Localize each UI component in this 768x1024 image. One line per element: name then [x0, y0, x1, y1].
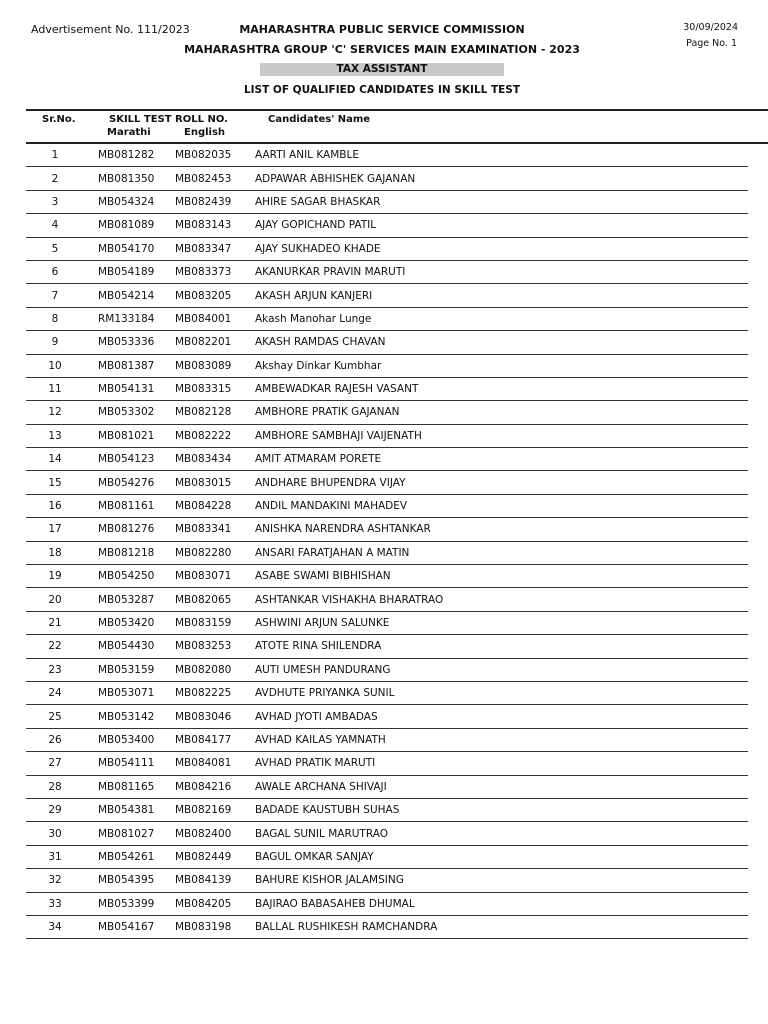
row-roll-english: MB084205: [175, 892, 255, 915]
table-row: [26, 775, 748, 798]
row-roll-marathi: MB054111: [84, 752, 175, 775]
row-roll-marathi: MB081387: [84, 354, 175, 377]
row-roll-marathi: MB054276: [84, 471, 175, 494]
row-roll-english: MB083253: [175, 635, 255, 658]
row-roll-english: MB083159: [175, 611, 255, 634]
row-candidate-name: ANDHARE BHUPENDRA VIJAY: [255, 471, 748, 494]
table-row: [26, 167, 748, 190]
row-candidate-name: AKASH ARJUN KANJERI: [255, 284, 748, 307]
candidates-table-body: [26, 144, 748, 939]
list-title: LIST OF QUALIFIED CANDIDATES IN SKILL TEST: [243, 84, 521, 96]
row-roll-english: MB082449: [175, 845, 255, 868]
row-sr-no: 26: [26, 728, 84, 751]
row-candidate-name: AARTI ANIL KAMBLE: [255, 144, 748, 167]
row-roll-english: MB082128: [175, 401, 255, 424]
row-roll-marathi: MB054214: [84, 284, 175, 307]
row-candidate-name: BALLAL RUSHIKESH RAMCHANDRA: [255, 915, 748, 938]
row-sr-no: 15: [26, 471, 84, 494]
row-sr-no: 22: [26, 635, 84, 658]
row-roll-english: MB083341: [175, 518, 255, 541]
row-sr-no: 25: [26, 705, 84, 728]
row-sr-no: 4: [26, 214, 84, 237]
row-candidate-name: AJAY GOPICHAND PATIL: [255, 214, 748, 237]
row-sr-no: 33: [26, 892, 84, 915]
table-row: [26, 284, 748, 307]
row-sr-no: 12: [26, 401, 84, 424]
row-roll-marathi: MB054170: [84, 237, 175, 260]
row-candidate-name: ASHWINI ARJUN SALUNKE: [255, 611, 748, 634]
row-sr-no: 21: [26, 611, 84, 634]
row-sr-no: 18: [26, 541, 84, 564]
row-roll-english: MB082225: [175, 681, 255, 704]
row-candidate-name: ASABE SWAMI BIBHISHAN: [255, 565, 748, 588]
row-sr-no: 19: [26, 565, 84, 588]
header-top-rule: [26, 109, 768, 111]
row-roll-marathi: MB053142: [84, 705, 175, 728]
row-roll-marathi: MB053400: [84, 728, 175, 751]
table-row: [26, 658, 748, 681]
row-roll-english: MB084001: [175, 307, 255, 330]
row-roll-marathi: MB081350: [84, 167, 175, 190]
table-row: [26, 541, 748, 564]
row-sr-no: 20: [26, 588, 84, 611]
table-row: [26, 471, 748, 494]
row-roll-english: MB083434: [175, 448, 255, 471]
row-candidate-name: AUTI UMESH PANDURANG: [255, 658, 748, 681]
row-roll-english: MB084228: [175, 494, 255, 517]
table-row: [26, 494, 748, 517]
col-header-marathi: Marathi: [107, 127, 151, 138]
row-candidate-name: ADPAWAR ABHISHEK GAJANAN: [255, 167, 748, 190]
table-row: [26, 611, 748, 634]
row-candidate-name: ANSARI FARATJAHAN A MATIN: [255, 541, 748, 564]
table-row: [26, 728, 748, 751]
row-roll-marathi: MB054395: [84, 869, 175, 892]
row-candidate-name: ATOTE RINA SHILENDRA: [255, 635, 748, 658]
row-candidate-name: AMIT ATMARAM PORETE: [255, 448, 748, 471]
row-candidate-name: AKASH RAMDAS CHAVAN: [255, 331, 748, 354]
row-sr-no: 28: [26, 775, 84, 798]
row-candidate-name: AVHAD KAILAS YAMNATH: [255, 728, 748, 751]
row-roll-english: MB084139: [175, 869, 255, 892]
row-roll-marathi: MB054381: [84, 798, 175, 821]
table-row: [26, 401, 748, 424]
col-header-sr: Sr.No.: [42, 114, 76, 125]
row-roll-marathi: MB053399: [84, 892, 175, 915]
row-roll-english: MB083205: [175, 284, 255, 307]
row-roll-english: MB084177: [175, 728, 255, 751]
row-roll-english: MB083315: [175, 377, 255, 400]
row-candidate-name: Akash Manohar Lunge: [255, 307, 748, 330]
table-row: [26, 635, 748, 658]
publish-date: 30/09/2024: [683, 22, 738, 33]
row-sr-no: 27: [26, 752, 84, 775]
table-row: [26, 377, 748, 400]
row-sr-no: 29: [26, 798, 84, 821]
row-roll-english: MB083198: [175, 915, 255, 938]
row-sr-no: 1: [26, 144, 84, 167]
row-roll-english: MB084216: [175, 775, 255, 798]
row-roll-english: MB083046: [175, 705, 255, 728]
table-row: [26, 705, 748, 728]
row-candidate-name: AWALE ARCHANA SHIVAJI: [255, 775, 748, 798]
table-row: [26, 752, 748, 775]
row-roll-marathi: MB081089: [84, 214, 175, 237]
row-roll-english: MB083015: [175, 471, 255, 494]
table-row: [26, 892, 748, 915]
table-row: [26, 237, 748, 260]
row-sr-no: 7: [26, 284, 84, 307]
row-roll-marathi: MB081027: [84, 822, 175, 845]
row-roll-marathi: MB053287: [84, 588, 175, 611]
row-roll-marathi: RM133184: [84, 307, 175, 330]
row-sr-no: 24: [26, 681, 84, 704]
row-roll-english: MB084081: [175, 752, 255, 775]
row-candidate-name: BAHURE KISHOR JALAMSING: [255, 869, 748, 892]
table-row: [26, 869, 748, 892]
row-sr-no: 14: [26, 448, 84, 471]
row-roll-english: MB082439: [175, 190, 255, 213]
row-sr-no: 9: [26, 331, 84, 354]
row-roll-english: MB083347: [175, 237, 255, 260]
row-candidate-name: AHIRE SAGAR BHASKAR: [255, 190, 748, 213]
row-candidate-name: ANISHKA NARENDRA ASHTANKAR: [255, 518, 748, 541]
row-roll-marathi: MB054324: [84, 190, 175, 213]
row-roll-marathi: MB054123: [84, 448, 175, 471]
row-roll-english: MB083373: [175, 260, 255, 283]
table-row: [26, 518, 748, 541]
row-candidate-name: AVDHUTE PRIYANKA SUNIL: [255, 681, 748, 704]
row-roll-marathi: MB081165: [84, 775, 175, 798]
candidates-table: [26, 144, 748, 939]
row-roll-english: MB082400: [175, 822, 255, 845]
exam-title: MAHARASHTRA GROUP 'C' SERVICES MAIN EXAMINATION - 2023: [184, 43, 580, 56]
row-sr-no: 31: [26, 845, 84, 868]
table-row: [26, 448, 748, 471]
row-roll-marathi: MB053159: [84, 658, 175, 681]
row-candidate-name: ASHTANKAR VISHAKHA BHARATRAO: [255, 588, 748, 611]
row-sr-no: 8: [26, 307, 84, 330]
row-roll-marathi: MB054430: [84, 635, 175, 658]
row-roll-marathi: MB081282: [84, 144, 175, 167]
page-number: Page No. 1: [686, 38, 737, 49]
row-roll-marathi: MB054261: [84, 845, 175, 868]
table-row: [26, 565, 748, 588]
row-roll-marathi: MB081276: [84, 518, 175, 541]
row-sr-no: 2: [26, 167, 84, 190]
advertisement-number: Advertisement No. 111/2023: [31, 23, 190, 36]
row-candidate-name: AVHAD PRATIK MARUTI: [255, 752, 748, 775]
row-candidate-name: BAGUL OMKAR SANJAY: [255, 845, 748, 868]
row-roll-marathi: MB054250: [84, 565, 175, 588]
commission-title: MAHARASHTRA PUBLIC SERVICE COMMISSION: [239, 23, 525, 36]
row-roll-english: MB083089: [175, 354, 255, 377]
row-sr-no: 5: [26, 237, 84, 260]
row-roll-english: MB083143: [175, 214, 255, 237]
row-roll-marathi: MB054167: [84, 915, 175, 938]
row-sr-no: 11: [26, 377, 84, 400]
row-roll-marathi: MB053336: [84, 331, 175, 354]
row-roll-marathi: MB081218: [84, 541, 175, 564]
table-row: [26, 915, 748, 938]
row-candidate-name: AMBHORE PRATIK GAJANAN: [255, 401, 748, 424]
row-roll-english: MB082453: [175, 167, 255, 190]
row-roll-english: MB082201: [175, 331, 255, 354]
row-roll-english: MB082280: [175, 541, 255, 564]
col-header-english: English: [184, 127, 226, 138]
row-candidate-name: BAGAL SUNIL MARUTRAO: [255, 822, 748, 845]
row-sr-no: 10: [26, 354, 84, 377]
table-row: [26, 822, 748, 845]
row-roll-marathi: MB053071: [84, 681, 175, 704]
row-roll-english: MB082222: [175, 424, 255, 447]
row-candidate-name: BADADE KAUSTUBH SUHAS: [255, 798, 748, 821]
table-row: [26, 588, 748, 611]
row-candidate-name: AVHAD JYOTI AMBADAS: [255, 705, 748, 728]
post-title: TAX ASSISTANT: [336, 63, 428, 75]
table-row: [26, 681, 748, 704]
row-roll-marathi: MB053302: [84, 401, 175, 424]
row-roll-marathi: MB081021: [84, 424, 175, 447]
table-row: [26, 424, 748, 447]
row-roll-english: MB082035: [175, 144, 255, 167]
table-row: [26, 354, 748, 377]
row-sr-no: 13: [26, 424, 84, 447]
table-row: [26, 144, 748, 167]
row-sr-no: 6: [26, 260, 84, 283]
table-row: [26, 260, 748, 283]
row-roll-english: MB082065: [175, 588, 255, 611]
row-candidate-name: BAJIRAO BABASAHEB DHUMAL: [255, 892, 748, 915]
table-row: [26, 190, 748, 213]
row-candidate-name: AJAY SUKHADEO KHADE: [255, 237, 748, 260]
col-header-name: Candidates' Name: [268, 114, 371, 125]
row-candidate-name: AMBEWADKAR RAJESH VASANT: [255, 377, 748, 400]
row-roll-english: MB082080: [175, 658, 255, 681]
row-roll-english: MB082169: [175, 798, 255, 821]
row-sr-no: 23: [26, 658, 84, 681]
row-sr-no: 34: [26, 915, 84, 938]
row-roll-english: MB083071: [175, 565, 255, 588]
row-sr-no: 17: [26, 518, 84, 541]
row-candidate-name: AMBHORE SAMBHAJI VAIJENATH: [255, 424, 748, 447]
row-sr-no: 3: [26, 190, 84, 213]
row-sr-no: 30: [26, 822, 84, 845]
row-roll-marathi: MB053420: [84, 611, 175, 634]
col-header-roll-group: SKILL TEST ROLL NO.: [109, 114, 228, 125]
table-row: [26, 798, 748, 821]
row-sr-no: 16: [26, 494, 84, 517]
row-sr-no: 32: [26, 869, 84, 892]
row-roll-marathi: MB081161: [84, 494, 175, 517]
table-row: [26, 307, 748, 330]
table-row: [26, 214, 748, 237]
row-candidate-name: ANDIL MANDAKINI MAHADEV: [255, 494, 748, 517]
table-row: [26, 845, 748, 868]
row-candidate-name: AKANURKAR PRAVIN MARUTI: [255, 260, 748, 283]
row-roll-marathi: MB054131: [84, 377, 175, 400]
row-roll-marathi: MB054189: [84, 260, 175, 283]
row-candidate-name: Akshay Dinkar Kumbhar: [255, 354, 748, 377]
table-row: [26, 331, 748, 354]
